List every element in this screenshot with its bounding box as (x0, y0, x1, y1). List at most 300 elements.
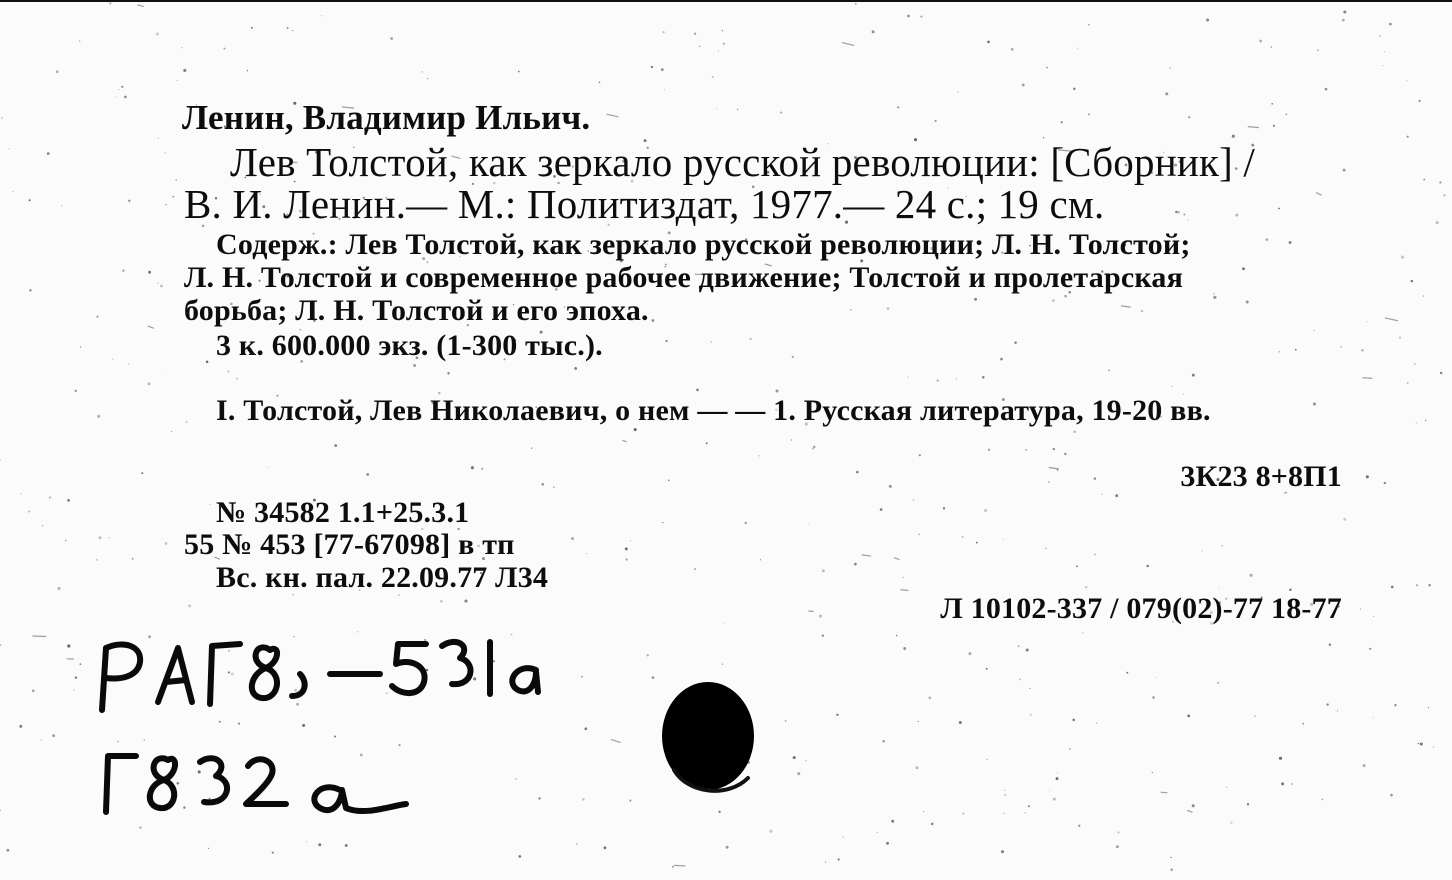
paper-speck (850, 309, 852, 311)
paper-speck (1017, 645, 1019, 647)
paper-speck (958, 91, 959, 92)
paper-speck (1342, 19, 1345, 22)
title-line-1: Лев Толстой, как зеркало русской революции: [Сборник] / (230, 139, 1255, 185)
paper-speck (1024, 812, 1026, 814)
paper-speck (1341, 346, 1342, 347)
paper-speck (99, 536, 102, 539)
paper-speck (292, 30, 293, 31)
paper-speck (390, 37, 393, 40)
paper-speck (716, 108, 717, 109)
paper-speck (1101, 494, 1102, 495)
paper-speck (651, 66, 653, 68)
paper-scratch (1316, 193, 1322, 196)
paper-speck (79, 40, 80, 41)
paper-scratch (148, 326, 154, 328)
paper-speck (1057, 772, 1058, 773)
paper-speck (694, 568, 696, 570)
paper-speck (1056, 777, 1059, 780)
paper-speck (128, 200, 130, 202)
paper-speck (1082, 632, 1083, 633)
paper-speck (1389, 23, 1392, 26)
paper-speck (148, 383, 151, 386)
paper-speck (1221, 545, 1222, 546)
paper-speck (1390, 794, 1393, 797)
paper-speck (553, 486, 555, 488)
paper-speck (1281, 782, 1284, 785)
paper-speck (29, 199, 31, 201)
paper-speck (915, 766, 918, 769)
paper-speck (1000, 358, 1003, 361)
paper-speck (706, 442, 708, 444)
title-line-2: В. И. Ленин.— М.: Политиздат, 1977.— 24 с.; 19 см. (184, 181, 1105, 227)
paper-speck (1213, 293, 1214, 294)
paper-speck (808, 523, 809, 524)
paper-scratch (622, 440, 626, 442)
contents-line-3: борьба; Л. Н. Толстой и его эпоха. (184, 294, 649, 327)
paper-speck (1152, 696, 1155, 699)
paper-speck (172, 196, 174, 198)
paper-speck (1096, 723, 1097, 724)
paper-speck (80, 346, 81, 347)
paper-speck (1019, 679, 1021, 681)
paper-speck (662, 522, 663, 523)
paper-speck (1443, 194, 1445, 196)
paper-speck (541, 483, 544, 486)
paper-speck (574, 367, 577, 370)
paper-speck (128, 363, 129, 364)
paper-speck (1126, 672, 1128, 674)
paper-speck (1206, 19, 1209, 22)
paper-speck (0, 644, 1, 646)
paper-speck (907, 15, 910, 18)
paper-speck (1011, 48, 1014, 51)
paper-speck (918, 721, 919, 722)
paper-speck (1369, 648, 1371, 650)
paper-speck (19, 725, 22, 728)
paper-speck (652, 319, 655, 322)
paper-speck (1366, 475, 1369, 478)
paper-speck (694, 33, 696, 35)
paper-speck (1052, 299, 1055, 302)
paper-speck (880, 508, 883, 511)
paper-speck (1108, 370, 1110, 372)
paper-speck (1077, 48, 1078, 49)
paper-speck (118, 89, 119, 90)
paper-speck (986, 668, 988, 670)
paper-speck (776, 390, 779, 393)
paper-speck (1177, 211, 1180, 214)
paper-speck (822, 634, 824, 636)
paper-speck (1423, 295, 1424, 296)
paper-speck (1155, 677, 1156, 678)
paper-speck (1045, 548, 1047, 550)
paper-scratch (1362, 378, 1372, 379)
paper-speck (928, 697, 931, 700)
paper-speck (1373, 616, 1374, 617)
paper-speck (576, 843, 578, 845)
paper-speck (1053, 798, 1056, 801)
paper-speck (1061, 121, 1063, 123)
paper-speck (1188, 116, 1190, 118)
paper-scratch (1385, 318, 1398, 321)
paper-speck (1171, 386, 1172, 387)
paper-speck (1411, 280, 1413, 282)
paper-scratch (607, 114, 619, 117)
record-number-2: 55 № 453 [77-67098] в тп (184, 528, 515, 561)
paper-speck (1337, 710, 1338, 711)
paper-speck (822, 569, 825, 572)
paper-speck (471, 466, 474, 469)
paper-speck (793, 756, 796, 759)
paper-speck (1235, 214, 1238, 217)
paper-speck (780, 111, 782, 113)
paper-speck (1218, 588, 1219, 589)
paper-speck (251, 27, 253, 29)
paper-speck (1250, 574, 1253, 577)
paper-speck (1004, 790, 1005, 791)
paper-speck (1213, 296, 1216, 299)
record-number-3: Вс. кн. пал. 22.09.77 Л34 (216, 561, 549, 594)
paper-speck (1416, 584, 1418, 586)
paper-speck (935, 120, 937, 122)
paper-speck (1030, 714, 1032, 716)
paper-speck (1183, 214, 1185, 216)
paper-speck (1003, 813, 1004, 814)
paper-speck (819, 615, 822, 618)
paper-speck (920, 15, 922, 17)
paper-speck (1146, 565, 1149, 568)
paper-speck (1407, 382, 1409, 384)
paper-speck (903, 577, 904, 578)
paper-speck (413, 364, 416, 367)
paper-speck (1295, 349, 1297, 351)
paper-speck (421, 71, 423, 73)
subject-headings: I. Толстой, Лев Николаевич, о нем — — 1. Русская литература, 19-20 вв. (216, 394, 1211, 427)
paper-speck (1343, 518, 1346, 521)
paper-speck (7, 849, 10, 852)
paper-speck (1226, 787, 1227, 788)
paper-speck (903, 647, 906, 650)
paper-speck (132, 558, 134, 560)
paper-scratch (32, 636, 46, 637)
paper-speck (1363, 764, 1366, 767)
paper-speck (984, 509, 987, 512)
paper-speck (1014, 342, 1016, 344)
paper-speck (97, 415, 100, 418)
paper-speck (1072, 719, 1075, 722)
paper-speck (165, 204, 167, 206)
paper-speck (1171, 869, 1173, 871)
paper-speck (887, 307, 889, 309)
paper-speck (699, 46, 700, 47)
paper-speck (183, 69, 186, 72)
paper-speck (32, 689, 35, 692)
paper-speck (723, 43, 725, 45)
paper-speck (987, 41, 990, 44)
paper-speck (797, 772, 800, 775)
handwritten-shelf-mark (80, 622, 660, 832)
paper-speck (785, 720, 787, 722)
paper-speck (726, 846, 729, 849)
paper-speck (1053, 448, 1055, 450)
index-code: Л 10102-337 / 079(02)-77 18-77 (940, 592, 1342, 625)
contents-line-1: Содерж.: Лев Толстой, как зеркало русской революции; Л. Н. Толстой; (216, 228, 1191, 261)
paper-scratch (1248, 127, 1259, 128)
paper-speck (1073, 88, 1075, 90)
paper-speck (1313, 403, 1316, 406)
paper-speck (171, 431, 172, 432)
paper-speck (306, 841, 307, 842)
paper-speck (73, 689, 74, 690)
paper-speck (737, 109, 738, 110)
paper-speck (1165, 92, 1168, 95)
paper-speck (805, 760, 807, 762)
paper-speck (1343, 10, 1346, 13)
paper-speck (236, 378, 238, 380)
paper-speck (67, 499, 70, 502)
paper-speck (1046, 67, 1047, 68)
paper-speck (156, 33, 159, 36)
paper-speck (1302, 723, 1304, 725)
paper-scratch (842, 43, 854, 46)
paper-speck (531, 447, 532, 448)
paper-speck (440, 600, 443, 603)
paper-speck (157, 282, 159, 284)
paper-speck (1022, 84, 1025, 87)
paper-speck (976, 542, 978, 544)
paper-speck (842, 836, 844, 838)
paper-speck (856, 471, 859, 474)
paper-speck (1382, 65, 1383, 66)
paper-speck (1073, 430, 1076, 433)
paper-speck (0, 810, 1, 812)
paper-speck (8, 148, 9, 149)
paper-speck (599, 81, 601, 83)
paper-speck (167, 375, 168, 376)
paper-speck (1246, 301, 1249, 304)
paper-speck (65, 540, 67, 542)
paper-speck (1192, 804, 1195, 807)
paper-speck (668, 479, 670, 481)
paper-speck (1414, 363, 1416, 365)
paper-speck (1064, 453, 1066, 455)
paper-speck (518, 855, 521, 858)
paper-speck (836, 714, 838, 716)
paper-speck (872, 30, 875, 33)
paper-speck (0, 460, 1, 461)
paper-speck (1439, 181, 1441, 183)
paper-speck (1094, 477, 1097, 480)
paper-speck (124, 96, 127, 99)
paper-speck (177, 80, 178, 81)
paper-speck (792, 356, 794, 358)
paper-speck (49, 496, 51, 498)
classification-code: 3К23 8+8П1 (1180, 460, 1342, 493)
paper-speck (882, 740, 884, 742)
paper-speck (1271, 103, 1273, 105)
paper-speck (447, 372, 449, 374)
paper-speck (28, 510, 30, 512)
paper-speck (1141, 310, 1143, 312)
paper-speck (1085, 586, 1088, 589)
paper-speck (661, 68, 664, 71)
paper-speck (1116, 845, 1119, 848)
paper-speck (710, 341, 711, 342)
paper-speck (21, 493, 22, 494)
paper-speck (1003, 539, 1004, 540)
paper-speck (227, 370, 229, 372)
paper-speck (1428, 707, 1429, 708)
paper-speck (208, 848, 209, 849)
paper-speck (1329, 643, 1331, 645)
paper-speck (1064, 295, 1067, 298)
paper-speck (116, 96, 117, 97)
paper-speck (1379, 35, 1380, 36)
paper-speck (1, 117, 3, 119)
paper-speck (634, 428, 637, 431)
paper-speck (40, 739, 41, 740)
paper-speck (1170, 67, 1171, 68)
paper-speck (1028, 805, 1030, 807)
paper-speck (1094, 554, 1095, 555)
paper-speck (1286, 113, 1288, 115)
paper-speck (1076, 565, 1078, 567)
paper-speck (334, 444, 337, 447)
paper-speck (122, 270, 124, 272)
record-number-1: № 34582 1.1+25.3.1 (216, 496, 470, 529)
paper-speck (52, 734, 55, 737)
paper-scratch (674, 865, 685, 866)
paper-speck (1291, 783, 1293, 785)
paper-speck (57, 587, 60, 590)
paper-speck (1384, 482, 1386, 484)
paper-speck (897, 106, 899, 108)
paper-speck (630, 540, 631, 541)
paper-speck (1025, 449, 1027, 451)
paper-speck (889, 485, 892, 488)
paper-speck (96, 316, 98, 318)
paper-speck (696, 389, 699, 392)
paper-speck (112, 359, 113, 360)
paper-speck (908, 377, 909, 378)
paper-speck (1217, 682, 1219, 684)
paper-speck (956, 378, 957, 379)
paper-speck (1401, 256, 1404, 259)
paper-speck (160, 285, 163, 288)
paper-speck (1278, 351, 1280, 353)
paper-speck (1088, 114, 1090, 116)
paper-speck (1436, 221, 1439, 224)
paper-speck (1425, 420, 1427, 422)
paper-speck (181, 47, 182, 48)
paper-speck (75, 676, 78, 679)
paper-speck (1325, 88, 1328, 91)
paper-speck (56, 70, 59, 73)
paper-speck (586, 553, 587, 554)
paper-speck (188, 604, 191, 607)
paper-speck (109, 2, 111, 4)
paper-speck (896, 635, 897, 636)
paper-speck (988, 449, 990, 451)
paper-speck (427, 78, 428, 79)
paper-speck (247, 70, 249, 72)
paper-speck (913, 499, 915, 501)
paper-speck (1361, 349, 1364, 352)
paper-speck (42, 525, 44, 527)
paper-speck (986, 759, 987, 760)
paper-speck (626, 559, 628, 561)
paper-speck (164, 152, 166, 154)
paper-speck (854, 563, 857, 566)
paper-speck (1428, 584, 1430, 586)
paper-speck (758, 455, 760, 457)
paper-speck (931, 823, 934, 826)
paper-speck (1026, 648, 1029, 651)
paper-speck (791, 439, 792, 440)
paper-speck (886, 842, 889, 845)
paper-speck (1423, 179, 1425, 181)
price-print-run: 3 к. 600.000 экз. (1-300 тыс.). (216, 329, 603, 362)
paper-speck (749, 338, 751, 340)
paper-speck (108, 537, 110, 539)
paper-speck (968, 652, 971, 655)
paper-speck (318, 843, 321, 846)
paper-speck (974, 298, 977, 301)
paper-speck (1247, 803, 1249, 805)
paper-speck (1418, 100, 1420, 102)
card-hole-edge (672, 764, 752, 804)
paper-speck (855, 3, 857, 5)
paper-scratch (1161, 792, 1168, 793)
paper-speck (141, 472, 143, 474)
paper-speck (722, 30, 723, 31)
paper-speck (268, 467, 269, 468)
paper-scratch (1049, 468, 1059, 469)
paper-speck (1317, 49, 1319, 51)
paper-speck (943, 507, 945, 509)
paper-speck (1170, 857, 1171, 858)
paper-speck (1115, 494, 1118, 497)
paper-speck (1254, 715, 1255, 716)
paper-speck (571, 537, 574, 540)
paper-speck (666, 340, 668, 342)
paper-speck (1394, 704, 1396, 706)
paper-speck (1289, 588, 1292, 591)
paper-speck (1187, 715, 1190, 718)
paper-speck (937, 380, 939, 382)
paper-speck (1004, 794, 1006, 796)
paper-speck (923, 811, 924, 812)
paper-speck (919, 534, 920, 535)
paper-speck (1188, 219, 1189, 220)
paper-speck (760, 559, 761, 560)
paper-speck (1420, 743, 1423, 746)
paper-speck (919, 454, 921, 456)
paper-scratch (137, 5, 144, 7)
paper-speck (1416, 422, 1417, 423)
paper-speck (1001, 850, 1004, 853)
paper-speck (813, 446, 816, 449)
paper-speck (1278, 208, 1280, 210)
paper-scratch (894, 558, 900, 560)
paper-speck (1360, 608, 1361, 609)
paper-speck (1078, 825, 1080, 827)
paper-speck (518, 71, 520, 73)
paper-speck (1367, 321, 1368, 322)
paper-speck (662, 31, 664, 33)
paper-speck (1418, 743, 1419, 744)
paper-speck (959, 721, 962, 724)
